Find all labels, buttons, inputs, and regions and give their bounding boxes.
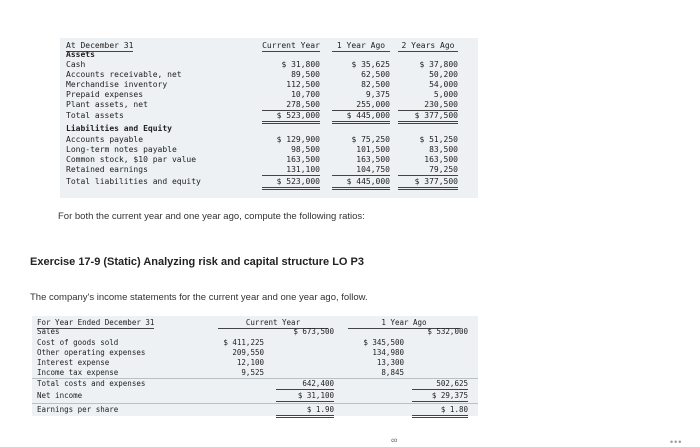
current-year-header: Current Year <box>218 318 328 329</box>
table-row: Income tax expense 9,525 8,845 <box>37 368 404 377</box>
current-year-header: Current Year <box>262 41 320 50</box>
more-icon[interactable]: ••• <box>670 437 683 447</box>
table-row: Interest expense 12,100 13,300 <box>37 358 404 367</box>
one-year-ago-header: 1 Year Ago <box>332 41 390 52</box>
two-years-ago-header: 2 Years Ago <box>398 41 458 52</box>
exercise-title: Exercise 17-9 (Static) Analyzing risk and capital structure LO P3 <box>30 256 364 268</box>
question-text: For both the current year and one year ago, compute the following ratios: <box>58 211 365 222</box>
table-row: Long-term notes payable 98,500 101,500 83,500 <box>66 145 458 154</box>
one-year-ago-header: 1 Year Ago <box>348 318 460 329</box>
table-row: Prepaid expenses 10,700 9,375 5,000 <box>66 90 458 99</box>
table-row: Other operating expenses 209,550 134,980 <box>37 348 404 357</box>
liabilities-section-title: Liabilities and Equity <box>66 124 172 133</box>
net-income-row: Net income $ 31,100 $ 29,375 <box>32 391 478 401</box>
total-costs-row: Total costs and expenses 642,400 502,625 <box>37 379 468 388</box>
total-assets-row: Total assets $ 523,000 $ 445,000 $ 377,500 <box>60 111 478 121</box>
table-row: Accounts payable $ 129,900 $ 75,250 $ 51,250 <box>66 135 458 144</box>
intro-text: The company's income statements for the current year and one year ago, follow. <box>30 292 368 303</box>
table-row: Accounts receivable, net 89,500 62,500 50,200 <box>66 70 458 79</box>
table-row: Retained earnings 131,100 104,750 79,250 <box>66 165 458 174</box>
eps-row: Earnings per share $ 1.90 $ 1.80 <box>32 405 478 415</box>
table-row: Cash $ 31,800 $ 35,625 $ 37,800 <box>66 60 458 69</box>
table-row: Cost of goods sold $ 411,225 $ 345,500 <box>37 338 404 347</box>
table-row: Merchandise inventory 112,500 82,500 54,000 <box>66 80 458 89</box>
balance-sheet-date-header: At December 31 <box>66 41 134 50</box>
table-row: Common stock, $10 par value 163,500 163,500 163,500 <box>66 155 458 164</box>
sales-row: Sales $ 673,500 $ 532,000 <box>37 327 468 336</box>
income-statement-period-header: For Year Ended December 31 <box>37 318 155 327</box>
income-statement-table <box>32 316 478 416</box>
table-row: Plant assets, net 278,500 255,000 230,500 <box>66 100 458 109</box>
assets-section-title: Assets <box>66 50 95 59</box>
link-icon[interactable]: ∞ <box>391 435 398 445</box>
total-liabilities-equity-row: Total liabilities and equity $ 523,000 $ 445,000 $ 377,500 <box>60 177 478 187</box>
balance-sheet-table <box>60 38 478 198</box>
row-divider <box>32 403 478 404</box>
